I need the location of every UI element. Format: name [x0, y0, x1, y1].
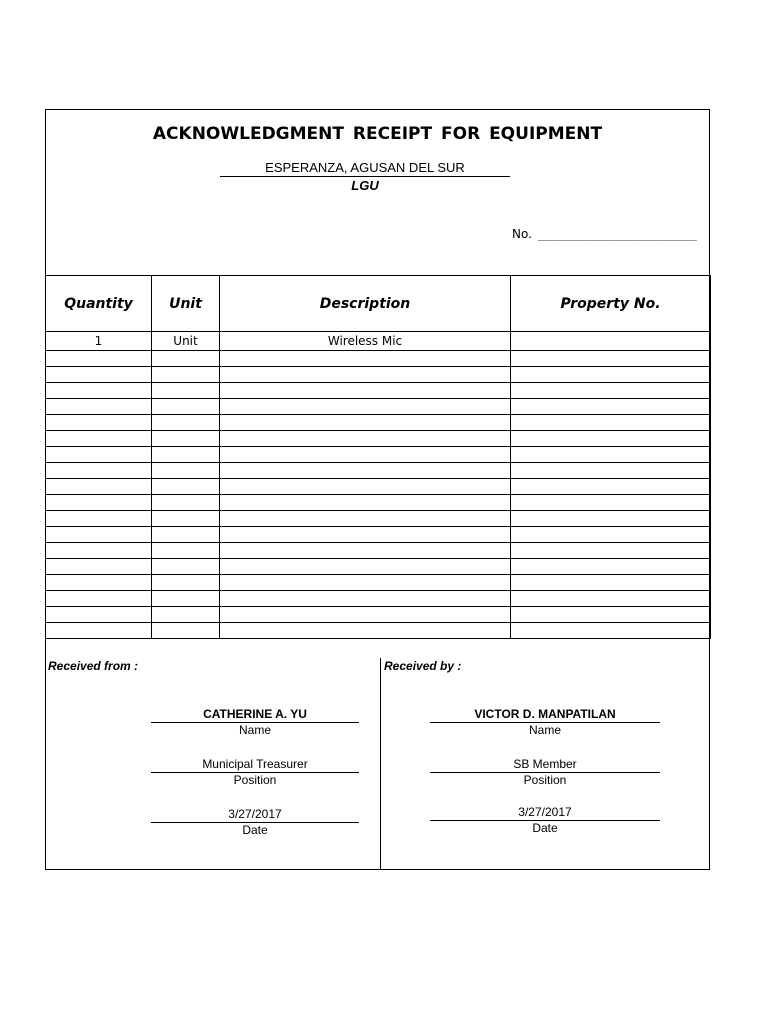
description-cell [220, 511, 511, 527]
quantity-cell [46, 399, 152, 415]
receipt-number-blank: ________________________ [537, 228, 697, 241]
equipment-table [45, 275, 711, 639]
property-no-cell [511, 447, 711, 463]
property-no-cell [511, 543, 711, 559]
unit-cell: Unit [152, 332, 220, 351]
lgu-name: ESPERANZA, AGUSAN DEL SUR [220, 160, 510, 177]
property-no-cell [511, 415, 711, 431]
table-row [46, 332, 711, 351]
table-row [46, 559, 711, 575]
quantity-cell [46, 607, 152, 623]
position-caption: Position [523, 773, 567, 787]
received-by-position: SB Member [430, 757, 660, 773]
description-cell [220, 607, 511, 623]
quantity-cell [46, 559, 152, 575]
name-caption: Name [528, 723, 561, 737]
table-row [46, 479, 711, 495]
unit-cell [152, 367, 220, 383]
table-row [46, 463, 711, 479]
quantity-cell [46, 479, 152, 495]
received-by-position-block [430, 757, 660, 787]
received-from-position: Municipal Treasurer [151, 757, 359, 773]
quantity-cell [46, 415, 152, 431]
description-cell [220, 527, 511, 543]
property-no-cell [511, 463, 711, 479]
property-no-cell [511, 399, 711, 415]
unit-cell [152, 383, 220, 399]
received-from-name: CATHERINE A. YU [151, 707, 359, 723]
description-cell [220, 559, 511, 575]
quantity-cell [46, 383, 152, 399]
description-cell [220, 431, 511, 447]
quantity-cell [46, 495, 152, 511]
property-no-cell [511, 431, 711, 447]
description-cell [220, 591, 511, 607]
quantity-cell [46, 447, 152, 463]
unit-cell [152, 527, 220, 543]
unit-cell [152, 351, 220, 367]
quantity-cell [46, 623, 152, 639]
property-no-cell [511, 332, 711, 351]
unit-cell [152, 575, 220, 591]
table-row [46, 367, 711, 383]
quantity-cell [46, 543, 152, 559]
received-by-heading: Received by : [384, 659, 462, 673]
table-row [46, 351, 711, 367]
property-no-cell [511, 495, 711, 511]
unit-cell [152, 591, 220, 607]
table-row [46, 447, 711, 463]
date-caption: Date [242, 823, 268, 837]
table-row [46, 399, 711, 415]
description-cell [220, 383, 511, 399]
unit-cell [152, 415, 220, 431]
unit-cell [152, 399, 220, 415]
description-cell [220, 351, 511, 367]
property-no-cell [511, 479, 711, 495]
unit-cell [152, 511, 220, 527]
received-from-section [46, 658, 381, 870]
name-caption: Name [238, 723, 271, 737]
table-row [46, 543, 711, 559]
lgu-label: LGU [351, 178, 379, 193]
description-cell [220, 399, 511, 415]
table-row [46, 383, 711, 399]
position-caption: Position [233, 773, 277, 787]
property-no-cell [511, 623, 711, 639]
description-cell [220, 415, 511, 431]
quantity-cell [46, 463, 152, 479]
description-cell [220, 367, 511, 383]
description-cell [220, 495, 511, 511]
receipt-number-field [512, 227, 697, 241]
receipt-form [45, 109, 710, 870]
date-caption: Date [532, 821, 558, 835]
unit-cell [152, 543, 220, 559]
quantity-cell [46, 431, 152, 447]
quantity-cell [46, 575, 152, 591]
table-row [46, 607, 711, 623]
table-header-row [46, 276, 711, 332]
table-row [46, 511, 711, 527]
unit-cell [152, 479, 220, 495]
column-header-description: Description [220, 276, 511, 332]
property-no-cell [511, 511, 711, 527]
unit-cell [152, 463, 220, 479]
property-no-cell [511, 527, 711, 543]
unit-cell [152, 431, 220, 447]
description-cell [220, 463, 511, 479]
received-by-name: VICTOR D. MANPATILAN [430, 707, 660, 723]
quantity-cell: 1 [46, 332, 152, 351]
table-row [46, 495, 711, 511]
property-no-cell [511, 607, 711, 623]
unit-cell [152, 559, 220, 575]
table-row [46, 575, 711, 591]
column-header-quantity: Quantity [46, 276, 152, 332]
description-cell: Wireless Mic [220, 332, 511, 351]
received-from-position-block [151, 757, 359, 787]
received-by-date: 3/27/2017 [430, 805, 660, 821]
received-from-date-block [151, 807, 359, 837]
unit-cell [152, 447, 220, 463]
quantity-cell [46, 351, 152, 367]
column-header-unit: Unit [152, 276, 220, 332]
description-cell [220, 575, 511, 591]
table-row [46, 527, 711, 543]
unit-cell [152, 607, 220, 623]
quantity-cell [46, 367, 152, 383]
description-cell [220, 479, 511, 495]
property-no-cell [511, 575, 711, 591]
received-from-name-block [151, 707, 359, 737]
property-no-cell [511, 351, 711, 367]
description-cell [220, 623, 511, 639]
property-no-cell [511, 367, 711, 383]
received-by-name-block [430, 707, 660, 737]
table-row [46, 415, 711, 431]
property-no-cell [511, 383, 711, 399]
quantity-cell [46, 527, 152, 543]
table-row [46, 623, 711, 639]
table-row [46, 591, 711, 607]
description-cell [220, 543, 511, 559]
property-no-cell [511, 559, 711, 575]
received-by-date-block [430, 805, 660, 835]
quantity-cell [46, 511, 152, 527]
column-header-property-no: Property No. [511, 276, 711, 332]
property-no-cell [511, 591, 711, 607]
received-from-date: 3/27/2017 [151, 807, 359, 823]
received-from-heading: Received from : [48, 659, 139, 673]
unit-cell [152, 623, 220, 639]
description-cell [220, 447, 511, 463]
receipt-number-label: No. [512, 227, 532, 241]
unit-cell [152, 495, 220, 511]
form-title: ACKNOWLEDGMENT RECEIPT FOR EQUIPMENT [152, 124, 603, 144]
quantity-cell [46, 591, 152, 607]
received-by-section [382, 658, 710, 870]
table-row [46, 431, 711, 447]
